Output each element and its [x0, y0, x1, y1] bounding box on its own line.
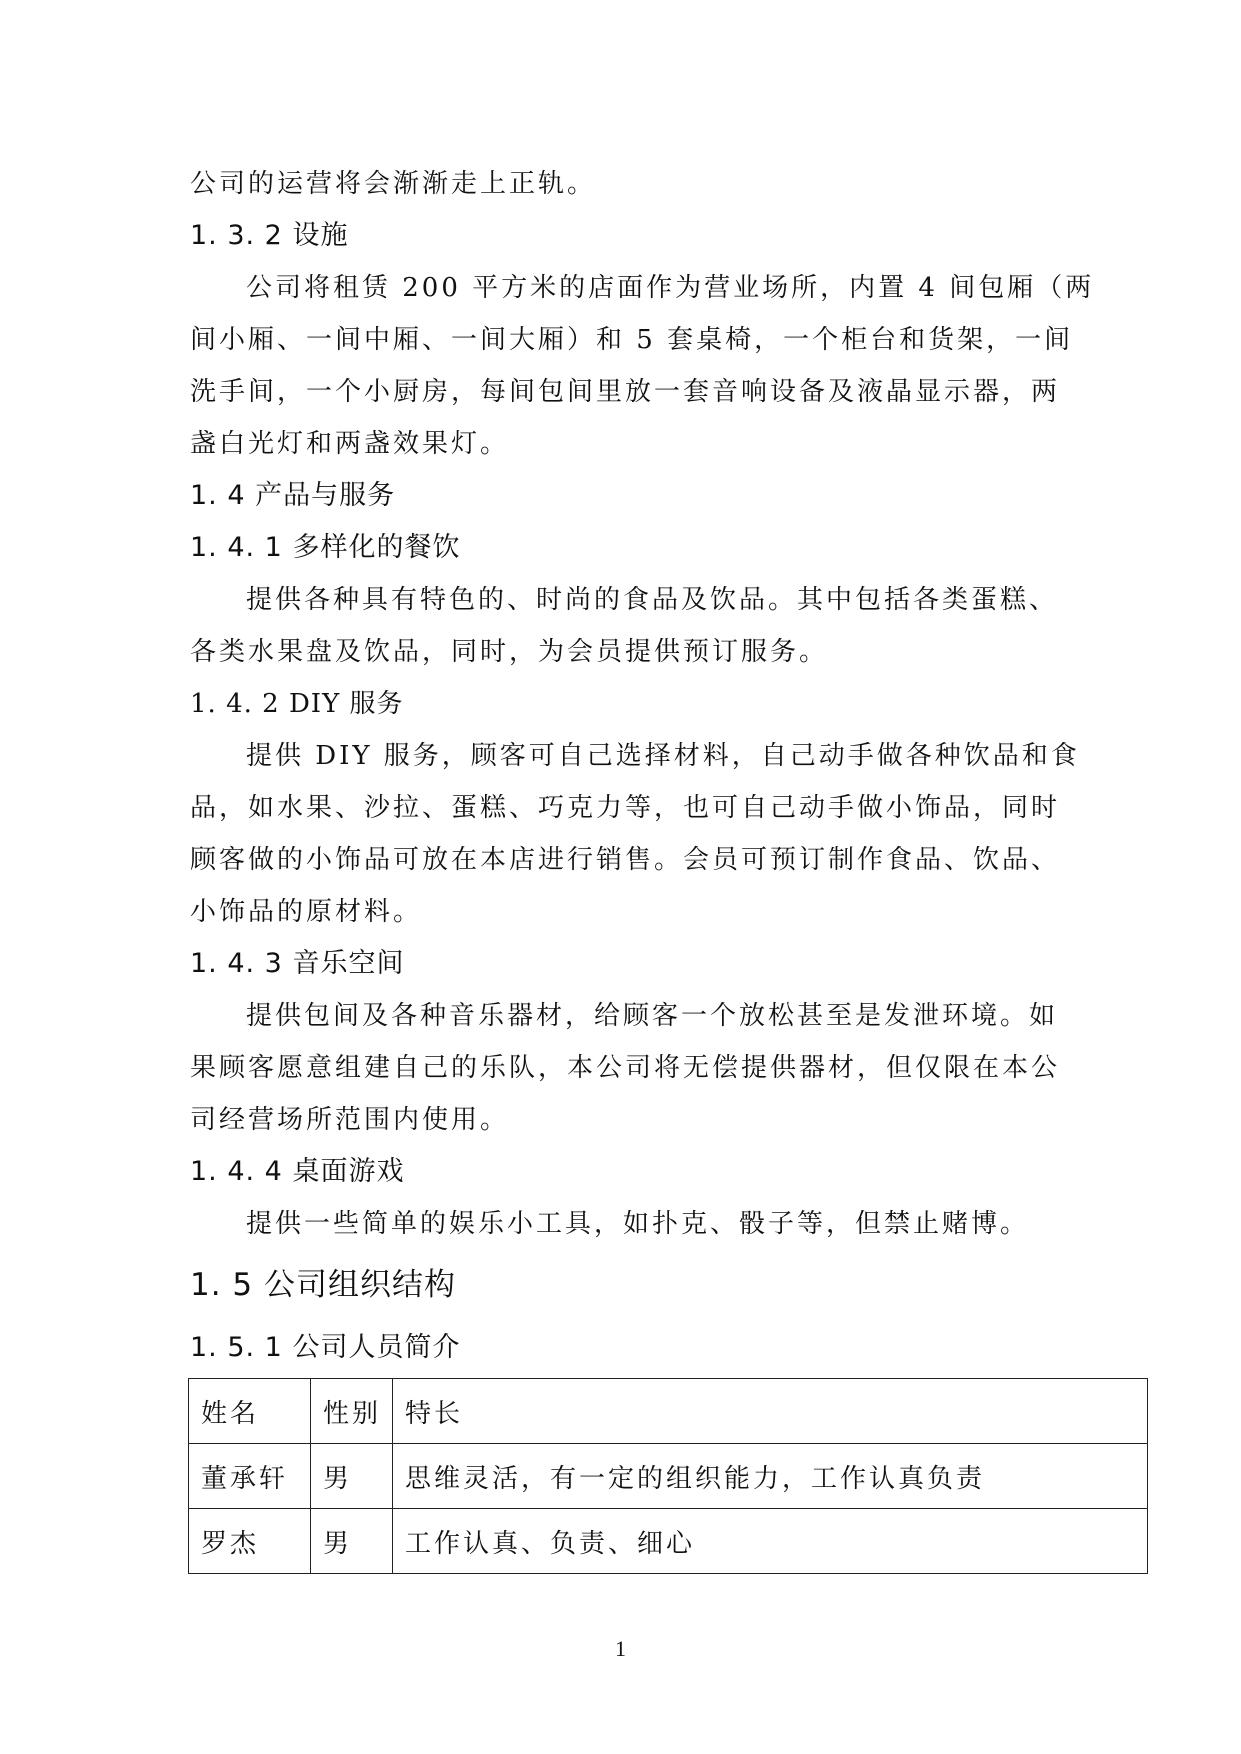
paragraph-line: 间小厢、一间中厢、一间大厢）和 5 套桌椅，一个柜台和货架，一间	[190, 325, 1074, 355]
paragraph-line: 果顾客愿意组建自己的乐队，本公司将无偿提供器材，但仅限在本公	[190, 1053, 1061, 1083]
page-number: 1	[615, 1636, 626, 1661]
heading-1-4-2: 1. 4. 2 DIY 服务	[190, 689, 404, 719]
paragraph-line: 各类水果盘及饮品，同时，为会员提供预订服务。	[190, 637, 829, 667]
paragraph-line: 司经营场所范围内使用。	[190, 1105, 510, 1135]
heading-1-4-1: 1. 4. 1 多样化的餐饮	[190, 532, 461, 563]
heading-1-5: 1. 5 公司组织结构	[190, 1267, 457, 1303]
cell-specialty: 思维灵活，有一定的组织能力，工作认真负责	[393, 1444, 1148, 1509]
column-header-gender: 性别	[311, 1379, 393, 1444]
cell-gender: 男	[311, 1444, 393, 1509]
paragraph-line: 洗手间，一个小厨房，每间包间里放一套音响设备及液晶显示器，两	[190, 377, 1061, 407]
paragraph-line: 盏白光灯和两盏效果灯。	[190, 429, 510, 459]
heading-1-4: 1. 4 产品与服务	[190, 480, 396, 511]
paragraph-line: 品，如水果、沙拉、蛋糕、巧克力等，也可自己动手做小饰品，同时	[190, 793, 1061, 823]
paragraph-line: 公司的运营将会渐渐走上正轨。	[190, 169, 597, 199]
heading-1-4-4: 1. 4. 4 桌面游戏	[190, 1156, 405, 1187]
column-header-name: 姓名	[189, 1379, 311, 1444]
paragraph-line: 公司将租赁 200 平方米的店面作为营业场所，内置 4 间包厢（两	[246, 273, 1095, 303]
table-row	[189, 1509, 1148, 1574]
paragraph-line: 提供 DIY 服务，顾客可自己选择材料，自己动手做各种饮品和食	[246, 741, 1080, 771]
staff-table	[188, 1378, 1148, 1574]
heading-1-4-3: 1. 4. 3 音乐空间	[190, 948, 405, 979]
column-header-specialty: 特长	[393, 1379, 1148, 1444]
document-body	[190, 158, 1095, 1574]
table-row	[189, 1444, 1148, 1509]
heading-1-5-1: 1. 5. 1 公司人员简介	[190, 1332, 461, 1363]
table-header-row	[189, 1379, 1148, 1444]
paragraph-line: 提供包间及各种音乐器材，给顾客一个放松甚至是发泄环境。如	[246, 1001, 1059, 1031]
paragraph-line: 顾客做的小饰品可放在本店进行销售。会员可预订制作食品、饮品、	[190, 845, 1061, 875]
cell-name: 罗杰	[189, 1509, 311, 1574]
cell-specialty: 工作认真、负责、细心	[393, 1509, 1148, 1574]
paragraph-line: 提供各种具有特色的、时尚的食品及饮品。其中包括各类蛋糕、	[246, 585, 1059, 615]
heading-1-3-2: 1. 3. 2 设施	[190, 220, 349, 251]
cell-name: 董承轩	[189, 1444, 311, 1509]
cell-gender: 男	[311, 1509, 393, 1574]
paragraph-line: 小饰品的原材料。	[190, 897, 423, 927]
paragraph-line: 提供一些简单的娱乐小工具，如扑克、骰子等，但禁止赌博。	[246, 1209, 1030, 1239]
